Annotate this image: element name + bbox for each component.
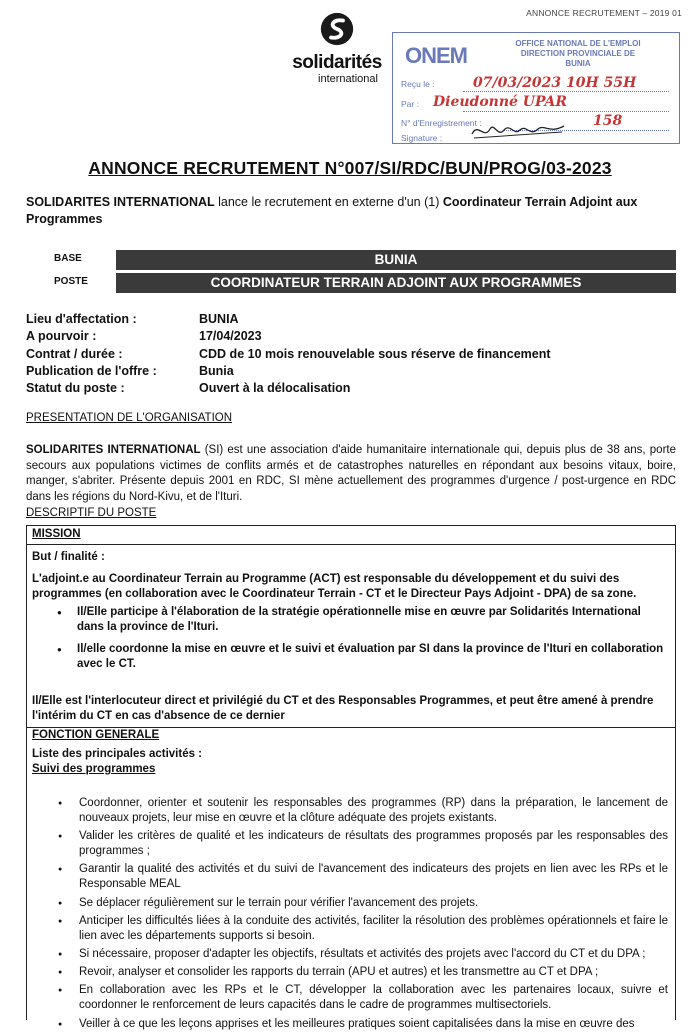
mission-but-label: But / finalité : (32, 551, 105, 563)
presentation-heading: PRESENTATION DE L'ORGANISATION (26, 412, 233, 424)
stamp-recu-label: Reçu le : (401, 79, 435, 89)
poste-label: POSTE (54, 276, 88, 287)
poste-row (26, 273, 676, 293)
mission-closing: Il/Elle est l'interlocuteur direct et privilégié du CT et des Responsables Programmes, et peut être amené à prendre l'intérim du CT en cas d'absence de ce dernier (32, 695, 654, 722)
page-title: ANNONCE RECRUTEMENT N°007/SI/RDC/BUN/PROG/03-2023 (88, 158, 612, 178)
activity-list (54, 796, 668, 1035)
mission-divider (27, 544, 675, 545)
stamp-par-label: Par : (401, 99, 419, 109)
stamp-onem: ONEM (405, 43, 467, 68)
mission-main: L'adjoint.e au Coordinateur Terrain au Programme (ACT) est responsable du développement et du suivi des programmes (en collaboration avec le Coordinateur Terrain - CT et le Directeur Pays Adjoint - DPA) de sa zone. (32, 573, 637, 600)
org-paragraph: SOLIDARITES INTERNATIONAL (SI) est une association d'aide humanitaire internationale qui, depuis plus de 38 ans, porte secours aux populations victimes de conflits armés et de catastrophes naturelles en répondant aux besoins vitaux, boire, manger, s'abriter. Présente depuis 2001 en RDC, SI mène actuellement des programmes d'urgence / post-urgence en RDC dans les régions du Nord-Kivu, et de l'Ituri. (26, 444, 677, 503)
intro-paragraph: SOLIDARITES INTERNATIONAL lance le recrutement en externe d'un (1) Coordinateur Terrain Adjoint aux Programmes (26, 195, 638, 226)
info-row: Lieu d'affectation : BUNIA (26, 312, 239, 326)
descriptif-heading: DESCRIPTIF DU POSTE (26, 507, 157, 519)
stamp-recu-value: 07/03/2023 10H 55H (473, 75, 637, 91)
info-list (26, 311, 676, 397)
activity-item: ● En collaboration avec les RPs et le CT, développer la collaboration avec les partenaires locaux, suivre et coordonner le renforcement de leurs capacités dans le cadre de programmes multisectoriels. (54, 983, 668, 1013)
base-value: BUNIA (116, 250, 676, 270)
fonction-sub-heading: Suivi des programmes (32, 763, 156, 775)
info-row: A pourvoir : 17/04/2023 (26, 329, 262, 344)
info-row: Statut du poste : Ouvert à la délocalisation (26, 381, 351, 396)
base-label: BASE (54, 253, 82, 264)
mission-bullet: ● Il/Elle participe à l'élaboration de la stratégie opérationnelle mise en œuvre par Solidarités International dans la province de l'Ituri. (57, 605, 669, 635)
stamp-par-value: Dieudonné UPAR (433, 94, 568, 110)
activity-item: ● Revoir, analyser et consolider les rapports du terrain (APU et autres) et les transmettre au CT et DPA ; (54, 965, 668, 980)
activity-item: ● Si nécessaire, proposer d'adapter les objectifs, résultats et activités des projets avec l'accord du CT et du DPA ; (54, 947, 668, 962)
logo-mark-icon (320, 12, 354, 46)
poste-value: COORDINATEUR TERRAIN ADJOINT AUX PROGRAMMES (116, 273, 676, 293)
handwritten-signature-icon (468, 120, 568, 142)
stamp-line (463, 91, 669, 92)
fonction-heading: FONCTION GENERALE (32, 729, 160, 741)
activity-item: ● Garantir la qualité des activités et du suivi de l'avancement des indicateurs des projets en lien avec les RPs et le Responsable MEAL (54, 862, 668, 892)
header-reference: ANNONCE RECRUTEMENT – 2019 01 (526, 8, 682, 18)
fonction-box (26, 727, 676, 1030)
solidarites-logo (282, 12, 392, 85)
stamp-enreg-value: 158 (593, 113, 623, 129)
mission-bullet: ● Il/elle coordonne la mise en œuvre et le suivi et évaluation par SI dans la province de l'Ituri en collaboration avec le CT. (57, 642, 669, 672)
activity-item: ● Anticiper les difficultés liées à la conduite des activités, faciliter la résolution des problèmes opérationnels et faire le lien avec les départements supports si besoin. (54, 914, 668, 944)
info-row: Contrat / durée : CDD de 10 mois renouvelable sous réserve de financement (26, 346, 551, 361)
stamp-enreg-label: N° d'Enregistrement : (401, 118, 482, 128)
fonction-list-label: Liste des principales activités : (32, 748, 203, 760)
stamp-line (463, 111, 669, 112)
logo-name: solidarités (292, 52, 382, 73)
mission-box (26, 525, 676, 728)
activity-item: ● Veiller à ce que les leçons apprises et les meilleures pratiques soient capitalisées dans la mise en œuvre des (54, 1017, 668, 1032)
activity-item: ● Valider les critères de qualité et les indicateurs de résultats des programmes proposés par les responsables des programmes ; (54, 829, 668, 859)
stamp-office: OFFICE NATIONAL DE L'EMPLOI DIRECTION PROVINCIALE DE BUNIA (515, 39, 641, 68)
mission-heading: MISSION (32, 528, 81, 540)
base-row (26, 250, 676, 270)
stamp-signature-label: Signature : (401, 133, 443, 143)
info-row: Publication de l'offre : Bunia (26, 363, 234, 378)
logo-subtitle: international (318, 73, 378, 85)
activity-item: ● Se déplacer régulièrement sur le terrain pour vérifier l'avancement des projets. (54, 896, 668, 911)
activity-item: ● Coordonner, orienter et soutenir les responsables des programmes (RP) dans la préparation, le lancement de nouveaux projets, leur mise en œuvre et la clôture adéquate des projets existants. (54, 796, 668, 826)
